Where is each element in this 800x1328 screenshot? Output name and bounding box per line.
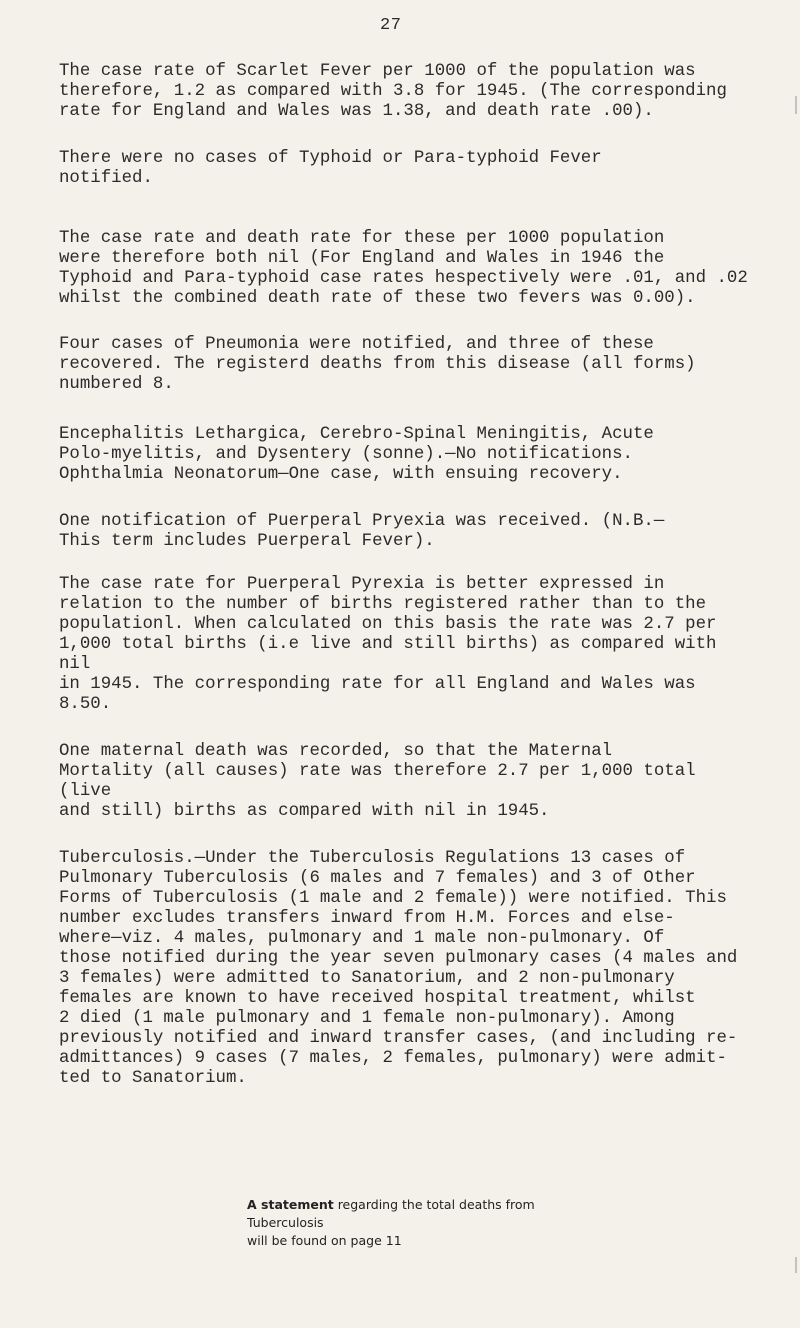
footnote (247, 1178, 567, 1250)
notifications-paragraph: Encephalitis Lethargica, Cerebro-Spinal Meningitis, Acute Polo-myelitis, and Dysentery (sonne).—No notifications. Ophthalmia Neonatorum—One case, with ensuing recovery. (59, 425, 654, 484)
tuberculosis-paragraph: Tuberculosis.—Under the Tuberculosis Regulations 13 cases of Pulmonary Tuberculosis (6 males and 7 females) and 3 of Other Forms of Tuberculosis (1 male and 2 female)) were notified. This number excludes transfers inward from H.M. Forces and else- where—viz. 4 males, pulmonary and 1 male non-pulmonary. Of those notified during the year seven pulmonary cases (4 males and 3 females) were admitted to Sanatorium, and 2 non-pulmonary females are known to have received hospital treatment, whilst 2 died (1 male pulmonary and 1 female non-pulmonary). Among previously notified and inward transfer cases, (and including re- admittances) 9 cases (7 males, 2 females, pulmonary) were admit- ted to Sanatorium. (59, 849, 738, 1088)
document-body (59, 62, 749, 1137)
puerperal-rate-paragraph: The case rate for Puerperal Pyrexia is better expressed in relation to the number of births registered rather than to the populationl. When calculated on this basis the rate was 2.7 per 1,000 total births (i.e live and still births) as compared with nil in 1945. The corresponding rate for all England and Wales was 8.50. (59, 575, 717, 714)
footnote-lead: A statement (247, 1197, 334, 1212)
scarlet-fever-paragraph: The case rate of Scarlet Fever per 1000 of the population was therefore, 1.2 as compared with 3.8 for 1945. (The corresponding rate for England and Wales was 1.38, and death rate .00). (59, 62, 727, 121)
footnote-text: regarding the total deaths from Tuberculosis will be found on page 11 (247, 1197, 535, 1248)
pneumonia-paragraph: Four cases of Pneumonia were notified, and three of these recovered. The registerd deaths from this disease (all forms) numbered 8. (59, 335, 696, 394)
puerperal-pyrexia-paragraph: One notification of Puerperal Pryexia was received. (N.B.— This term includes Puerperal Fever). (59, 512, 665, 551)
page-edge-mark (795, 1257, 797, 1273)
page-number: 27 (380, 16, 402, 35)
typhoid-rate-paragraph: The case rate and death rate for these per 1000 population were therefore both nil (For England and Wales in 1946 the Typhoid and Para-typhoid case rates hespectively were .01, and .02 whilst the combined death rate of these two fevers was 0.00). (59, 229, 748, 308)
page-edge-mark (795, 96, 797, 114)
maternal-mortality-paragraph: One maternal death was recorded, so that the Maternal Mortality (all causes) rate was therefore 2.7 per 1,000 total (live and still) births as compared with nil in 1945. (59, 742, 696, 821)
typhoid-paragraph: There were no cases of Typhoid or Para-typhoid Fever notified. (59, 149, 602, 188)
